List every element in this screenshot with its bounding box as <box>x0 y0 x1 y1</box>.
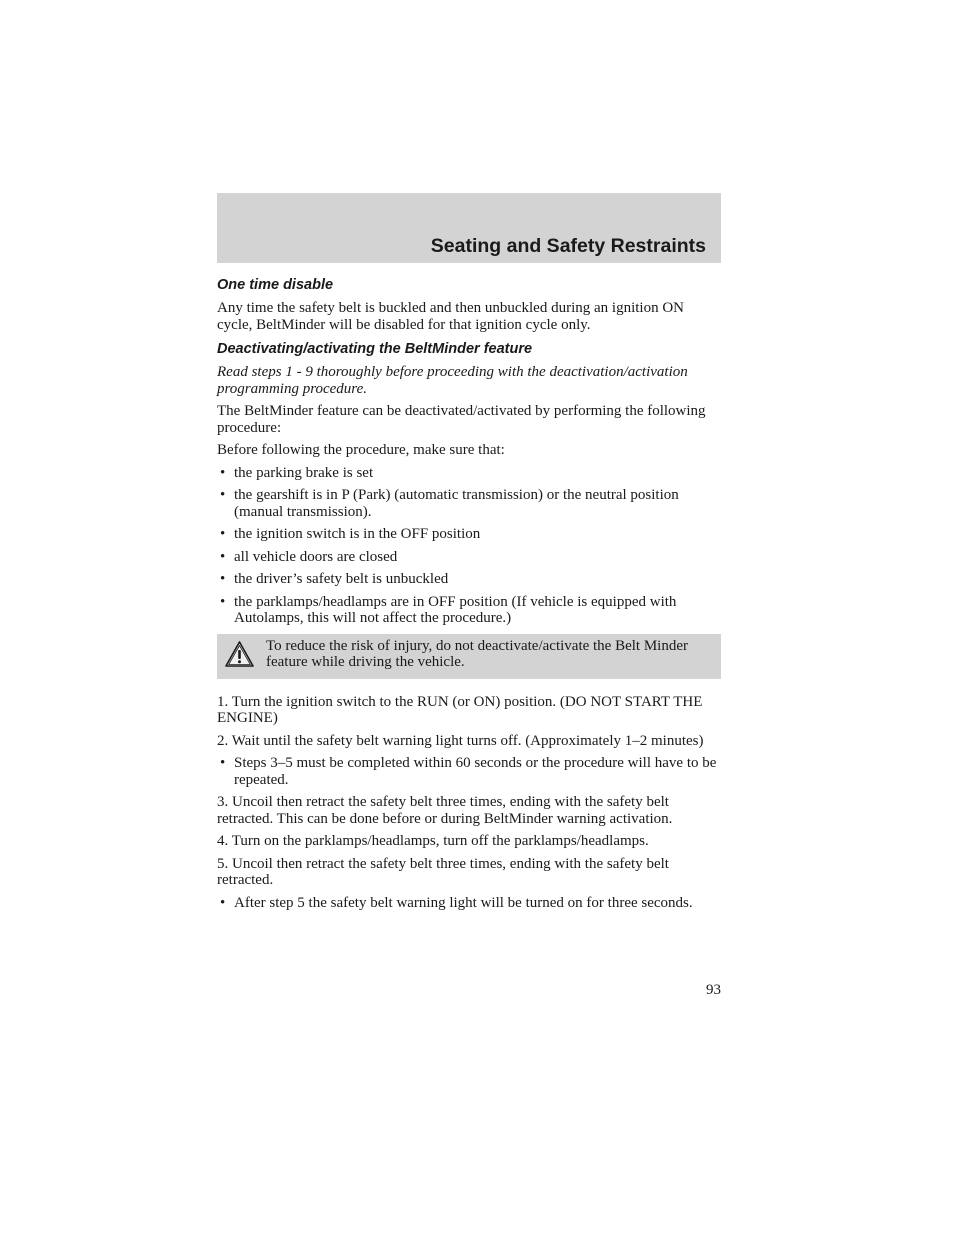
list-item: • Steps 3–5 must be completed within 60 seconds or the procedure will have to be repeated. <box>217 755 721 788</box>
list-item: • the driver’s safety belt is unbuckled <box>217 571 721 588</box>
section-header-band <box>217 193 721 263</box>
list-item: • the parklamps/headlamps are in OFF position (If vehicle is equipped with Autolamps, this will not affect the procedure.) <box>217 594 721 627</box>
manual-page <box>217 193 721 998</box>
paragraph-one-time-disable: Any time the safety belt is buckled and then unbuckled during an ignition ON cycle, BeltMinder will be disabled for that ignition cycle only. <box>217 300 684 333</box>
step-1: 1. Turn the ignition switch to the RUN (or ON) position. (DO NOT START THE ENGINE) <box>217 693 703 726</box>
list-item: • the gearshift is in P (Park) (automatic transmission) or the neutral position (manual transmission). <box>217 487 721 520</box>
step-2: 2. Wait until the safety belt warning light turns off. (Approximately 1–2 minutes) <box>217 732 704 749</box>
warning-triangle-icon <box>224 640 255 668</box>
page-number: 93 <box>706 982 721 998</box>
step-5: 5. Uncoil then retract the safety belt three times, ending with the safety belt retracted. <box>217 855 669 888</box>
paragraph-before: Before following the procedure, make sure that: <box>217 442 505 458</box>
paragraph-intro: The BeltMinder feature can be deactivated/activated by performing the following procedure: <box>217 403 706 436</box>
warning-text: To reduce the risk of injury, do not deactivate/activate the Belt Minder feature while driving the vehicle. <box>266 637 688 670</box>
subheading-one-time-disable: One time disable <box>217 277 334 293</box>
italic-instruction-note: Read steps 1 - 9 thoroughly before proceeding with the deactivation/activation programming procedure. <box>217 364 688 397</box>
page-content <box>217 277 721 911</box>
conditions-list <box>217 465 721 627</box>
list-item: • After step 5 the safety belt warning light will be turned on for three seconds. <box>217 895 721 912</box>
warning-box <box>217 634 721 679</box>
list-item: • the ignition switch is in the OFF position <box>217 526 721 543</box>
step-4: 4. Turn on the parklamps/headlamps, turn off the parklamps/headlamps. <box>217 833 649 849</box>
list-item: • the parking brake is set <box>217 465 721 482</box>
step-2-notes <box>217 755 721 788</box>
step-3: 3. Uncoil then retract the safety belt three times, ending with the safety belt retracted. This can be done before or during BeltMinder warning activation. <box>217 794 673 827</box>
step-5-notes <box>217 895 721 912</box>
list-item: • all vehicle doors are closed <box>217 549 721 566</box>
page-title: Seating and Safety Restraints <box>430 235 706 257</box>
subheading-deactivating: Deactivating/activating the BeltMinder feature <box>217 341 533 357</box>
